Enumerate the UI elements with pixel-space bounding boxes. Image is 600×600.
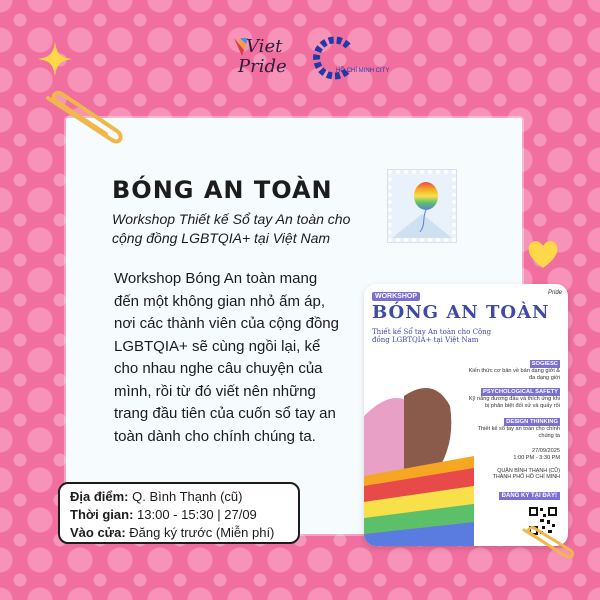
viet-pride-text-viet: Viet (246, 36, 283, 57)
poster-subtitle: Thiết kế Sổ tay An toàn cho Cộng đồng LGBTQIA+ tại Việt Nam (372, 328, 492, 344)
poster-workshop-tag: WORKSHOP (372, 292, 420, 301)
poster-place (490, 468, 560, 481)
topic-sogiesc (468, 360, 560, 381)
poster-date-value: 27/09/2025 (532, 448, 560, 454)
register-button[interactable]: ĐĂNG KÝ TẠI ĐÂY! (499, 492, 560, 500)
page-subtitle: Workshop Thiết kế Sổ tay An toàn cho cộng đồng LGBTQIA+ tại Việt Nam (112, 211, 351, 246)
time-value: 13:00 - 15:30 | 27/09 (137, 507, 257, 522)
poster-date (513, 448, 560, 461)
topic-tag: SOGIESC (531, 361, 558, 367)
topic-text: Kiến thức cơ bản về bản dạng giới & đa dạng giới (468, 368, 560, 381)
poster-title: BÓNG AN TOÀN (372, 302, 550, 323)
poster-preview (364, 284, 568, 546)
poster-time-value: 1:00 PM - 3:30 PM (513, 454, 560, 461)
entry-label: Vào cửa: (70, 525, 126, 540)
entry-value: Đăng ký trước (Miễn phí) (129, 525, 275, 540)
location-label: Địa điểm: (70, 489, 129, 504)
event-details-box (58, 482, 300, 544)
poster-brand: Pride (547, 290, 562, 296)
location-row (70, 488, 288, 506)
time-label: Thời gian: (70, 507, 134, 522)
heart-icon (526, 238, 560, 270)
page-title: BÓNG AN TOÀN (112, 176, 333, 204)
time-row (70, 506, 288, 524)
balloon-stamp-icon (388, 170, 456, 242)
sparkle-star-icon (38, 42, 72, 76)
viet-pride-logo (232, 34, 292, 84)
entry-row (70, 524, 288, 542)
poster-illustration (364, 356, 474, 546)
location-value: Q. Bình Thạnh (cũ) (132, 489, 243, 504)
topic-text: Thiết kế sổ tay an toàn cho chính chúng ta (477, 426, 560, 439)
poster-place-value: QUẬN BÌNH THẠNH (CŨ) THÀNH PHỐ HỒ CHÍ MINH (492, 468, 560, 481)
viet-pride-text-pride: Pride (238, 56, 287, 77)
topic-tag: PSYCHOLOGICAL SAFETY (483, 389, 558, 395)
paperclip-icon (520, 524, 574, 564)
topic-psychological-safety (468, 388, 560, 409)
topic-design-thinking (468, 418, 560, 439)
topic-text: Kỹ năng đương đầu và thích ứng khi bị phân biệt đối xử và quấy rối (468, 396, 560, 409)
topic-tag: DESIGN THINKING (506, 419, 558, 425)
description-text: Workshop Bóng An toàn mang đến một không gian nhỏ ấm áp, nơi các thành viên của cộng đồng LGBTQIA+ sẽ cùng ngồi lại, kể cho nhau nghe câu chuyện của mình, rồi từ đó viết nên những trang đầu tiên của cuốn sổ tay an toàn dành cho chính chúng ta. (114, 270, 339, 445)
paperclip-icon (40, 88, 126, 154)
hcm-city-text: HỒ CHÍ MINH CITY (336, 68, 390, 74)
hcm-city-logo (306, 34, 388, 84)
